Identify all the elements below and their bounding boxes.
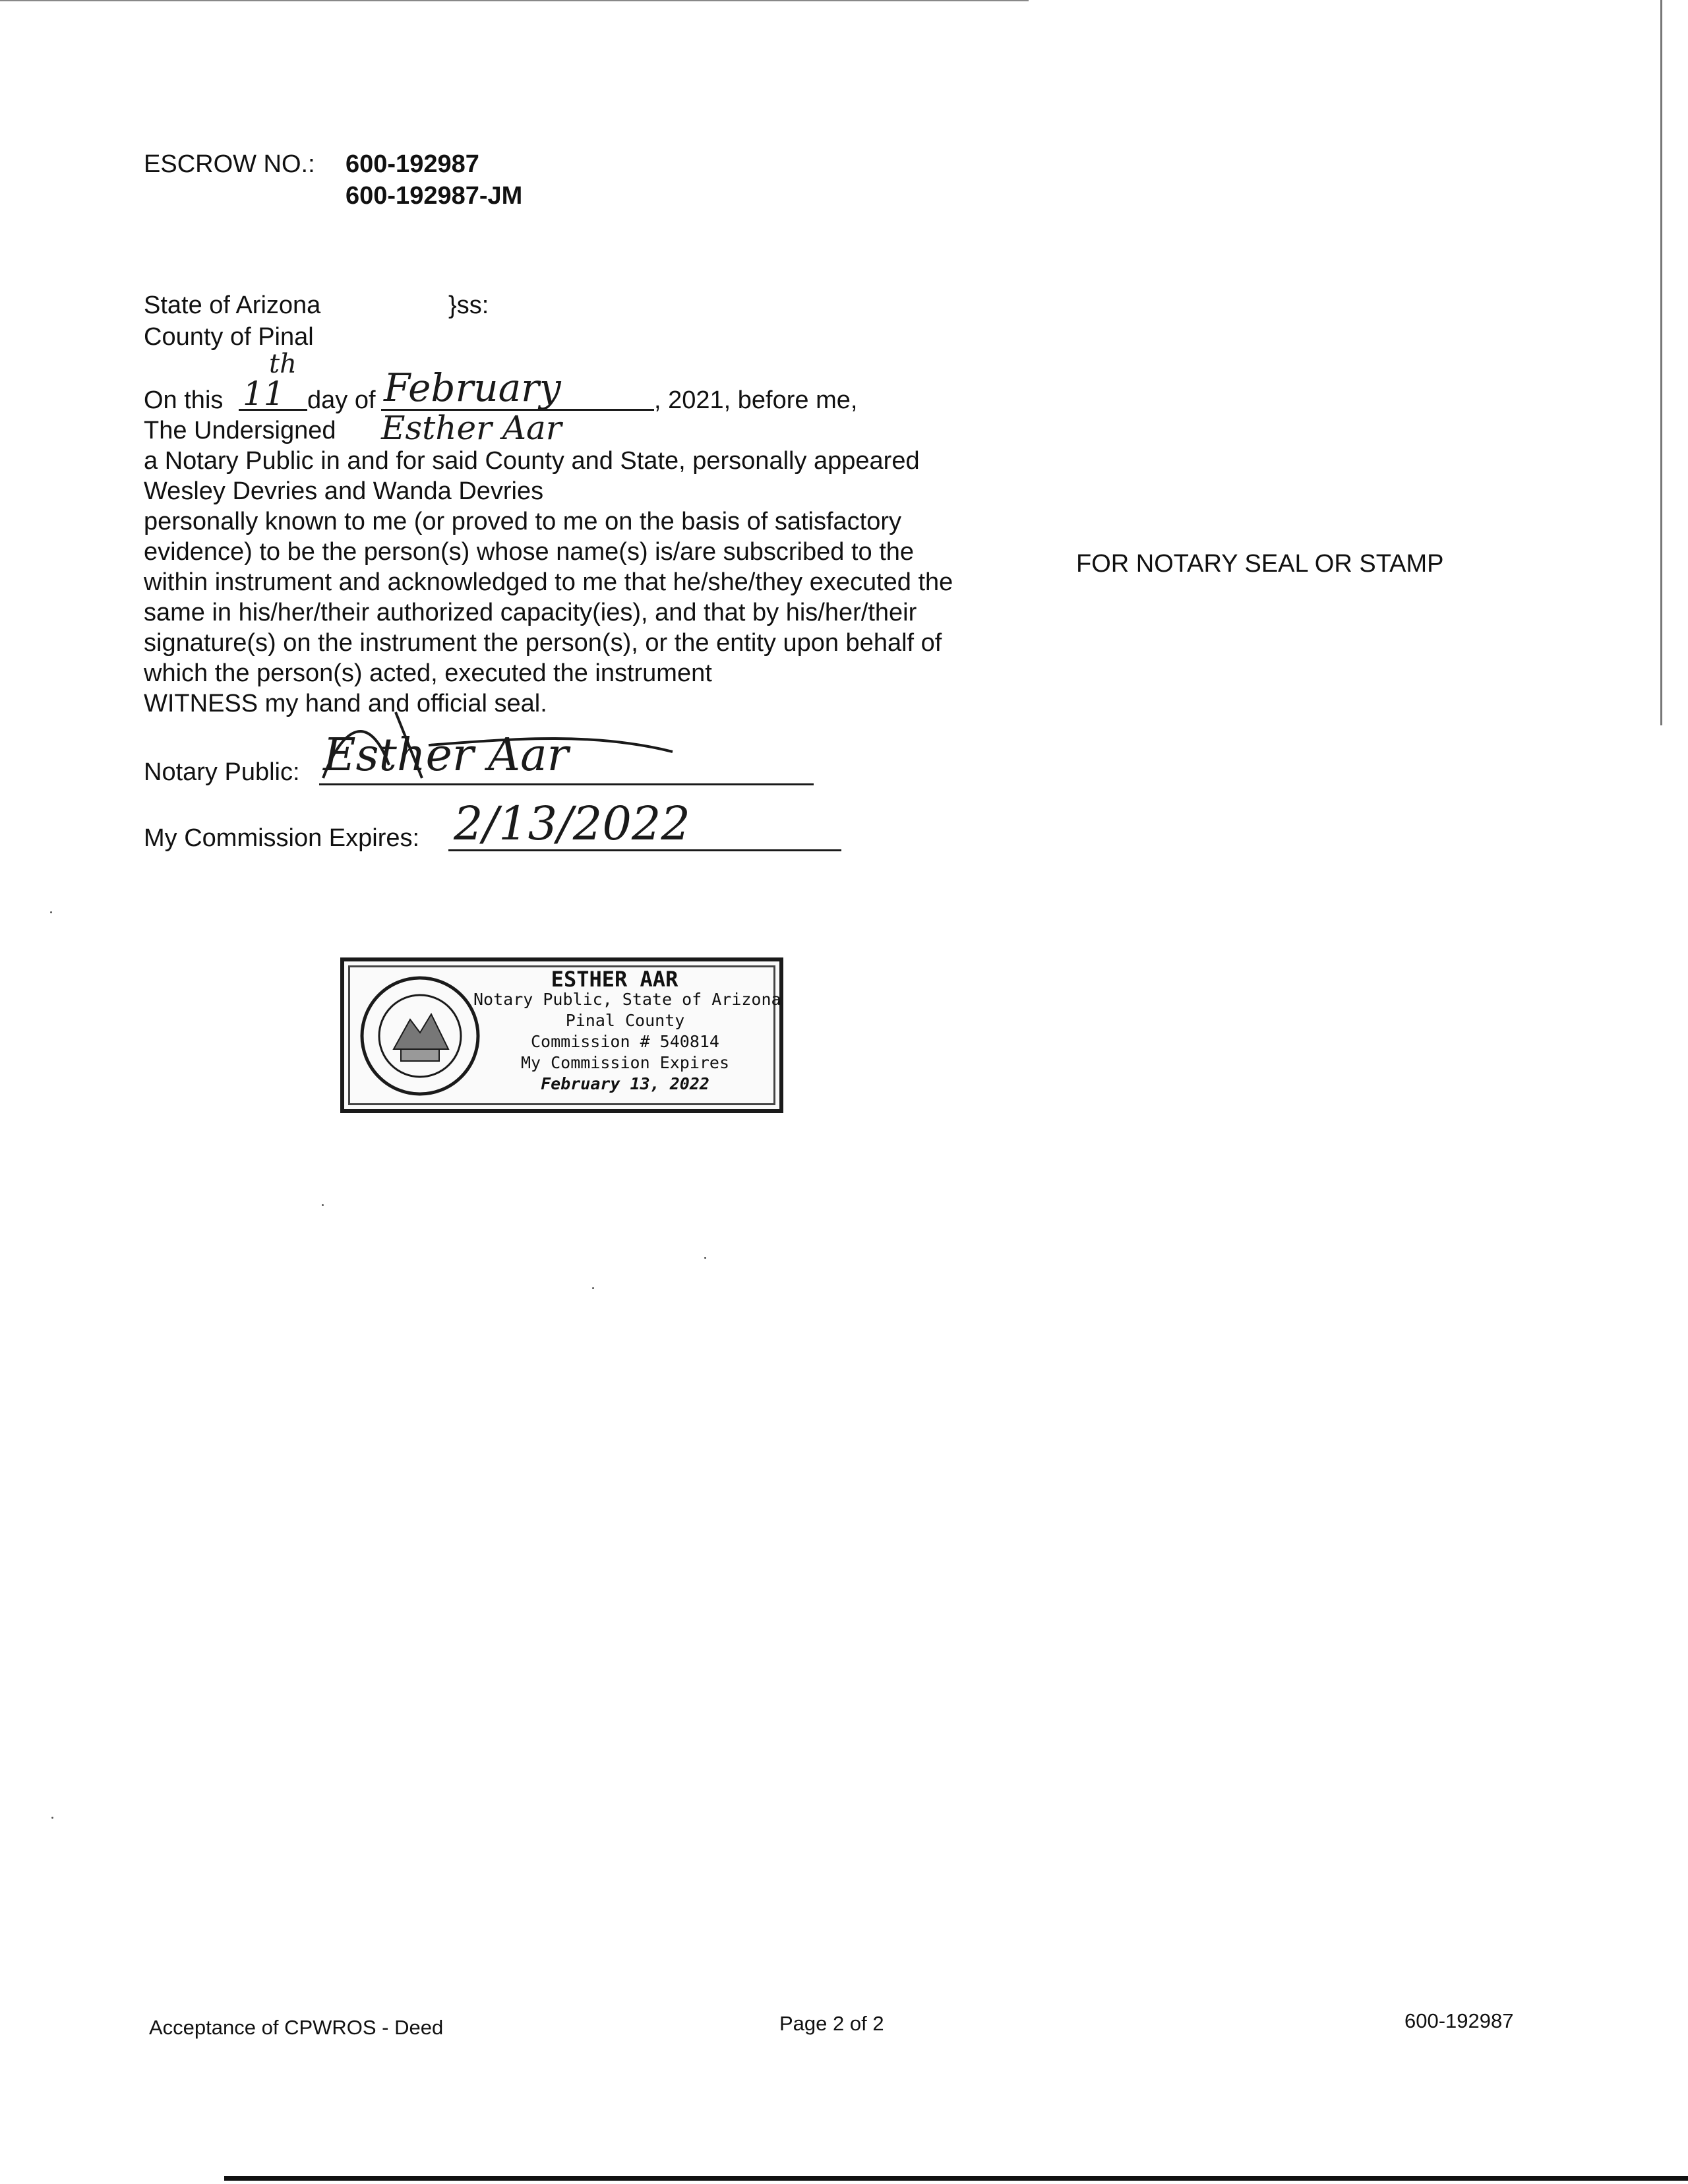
scan-speck	[592, 1287, 594, 1289]
footer-escrow-number: 600-192987	[1404, 2009, 1514, 2032]
ack-line: which the person(s) acted, executed the instrument	[144, 659, 712, 687]
notary-signature: Esther Aar	[323, 729, 569, 781]
ack-line: a Notary Public in and for said County and State, personally appeared	[144, 447, 920, 475]
scan-speck	[322, 1204, 324, 1206]
venue-state: State of Arizona	[144, 291, 321, 319]
stamp-line: Commission # 540814	[531, 1032, 719, 1051]
ack-line: evidence) to be the person(s) whose name(s) is/are subscribed to the	[144, 538, 915, 566]
venue-ss: }ss:	[448, 291, 489, 319]
stamp-line: My Commission Expires	[520, 1053, 730, 1072]
state-seal-emblem	[357, 973, 483, 1099]
commission-date-handwritten: 2/13/2022	[454, 797, 690, 851]
escrow-number-primary: 600-192987	[346, 150, 479, 178]
escrow-label: ESCROW NO.:	[144, 150, 315, 178]
stamp-name: ESTHER AAR	[551, 967, 678, 992]
scan-top-edge	[0, 0, 1029, 1]
ack-line: signature(s) on the instrument the person(s), or the entity upon behalf of	[144, 629, 942, 657]
stamp-line: February 13, 2022	[541, 1074, 709, 1093]
commission-label: My Commission Expires:	[144, 824, 420, 852]
scan-bottom-edge	[224, 2176, 1688, 2181]
escrow-number-secondary: 600-192987-JM	[346, 182, 523, 210]
year-text: , 2021, before me,	[654, 386, 858, 414]
scan-speck	[704, 1257, 706, 1259]
footer-document-title: Acceptance of CPWROS - Deed	[149, 2016, 444, 2039]
stamp-line: Notary Public, State of Arizona	[473, 990, 781, 1009]
notary-public-label: Notary Public:	[144, 758, 300, 786]
scan-speck	[51, 1817, 53, 1819]
ack-line: WITNESS my hand and official seal.	[144, 690, 547, 717]
day-of-label: day of	[307, 386, 376, 414]
ack-line: same in his/her/their authorized capacity(ies), and that by his/her/their	[144, 599, 917, 626]
scan-right-edge	[1660, 0, 1662, 725]
venue-county: County of Pinal	[144, 323, 314, 351]
month-handwritten: February	[384, 365, 561, 410]
day-suffix-handwritten: th	[269, 349, 297, 379]
stamp-line: Pinal County	[565, 1011, 685, 1030]
scan-speck	[50, 911, 52, 913]
ack-line: Wesley Devries and Wanda Devries	[144, 477, 544, 505]
ack-line: personally known to me (or proved to me on the basis of satisfactory	[144, 508, 901, 535]
day-handwritten: 11	[243, 375, 285, 413]
signature-flourish	[316, 699, 686, 785]
ack-line: within instrument and acknowledged to me that he/she/they executed the	[144, 568, 953, 596]
notary-name-handwritten: Esther Aar	[381, 409, 562, 447]
undersigned-label: The Undersigned	[144, 417, 336, 444]
notary-stamp	[340, 957, 783, 1113]
seal-box-label: FOR NOTARY SEAL OR STAMP	[1076, 550, 1444, 578]
on-this-label: On this	[144, 386, 224, 414]
footer-page-number: Page 2 of 2	[779, 2012, 884, 2035]
